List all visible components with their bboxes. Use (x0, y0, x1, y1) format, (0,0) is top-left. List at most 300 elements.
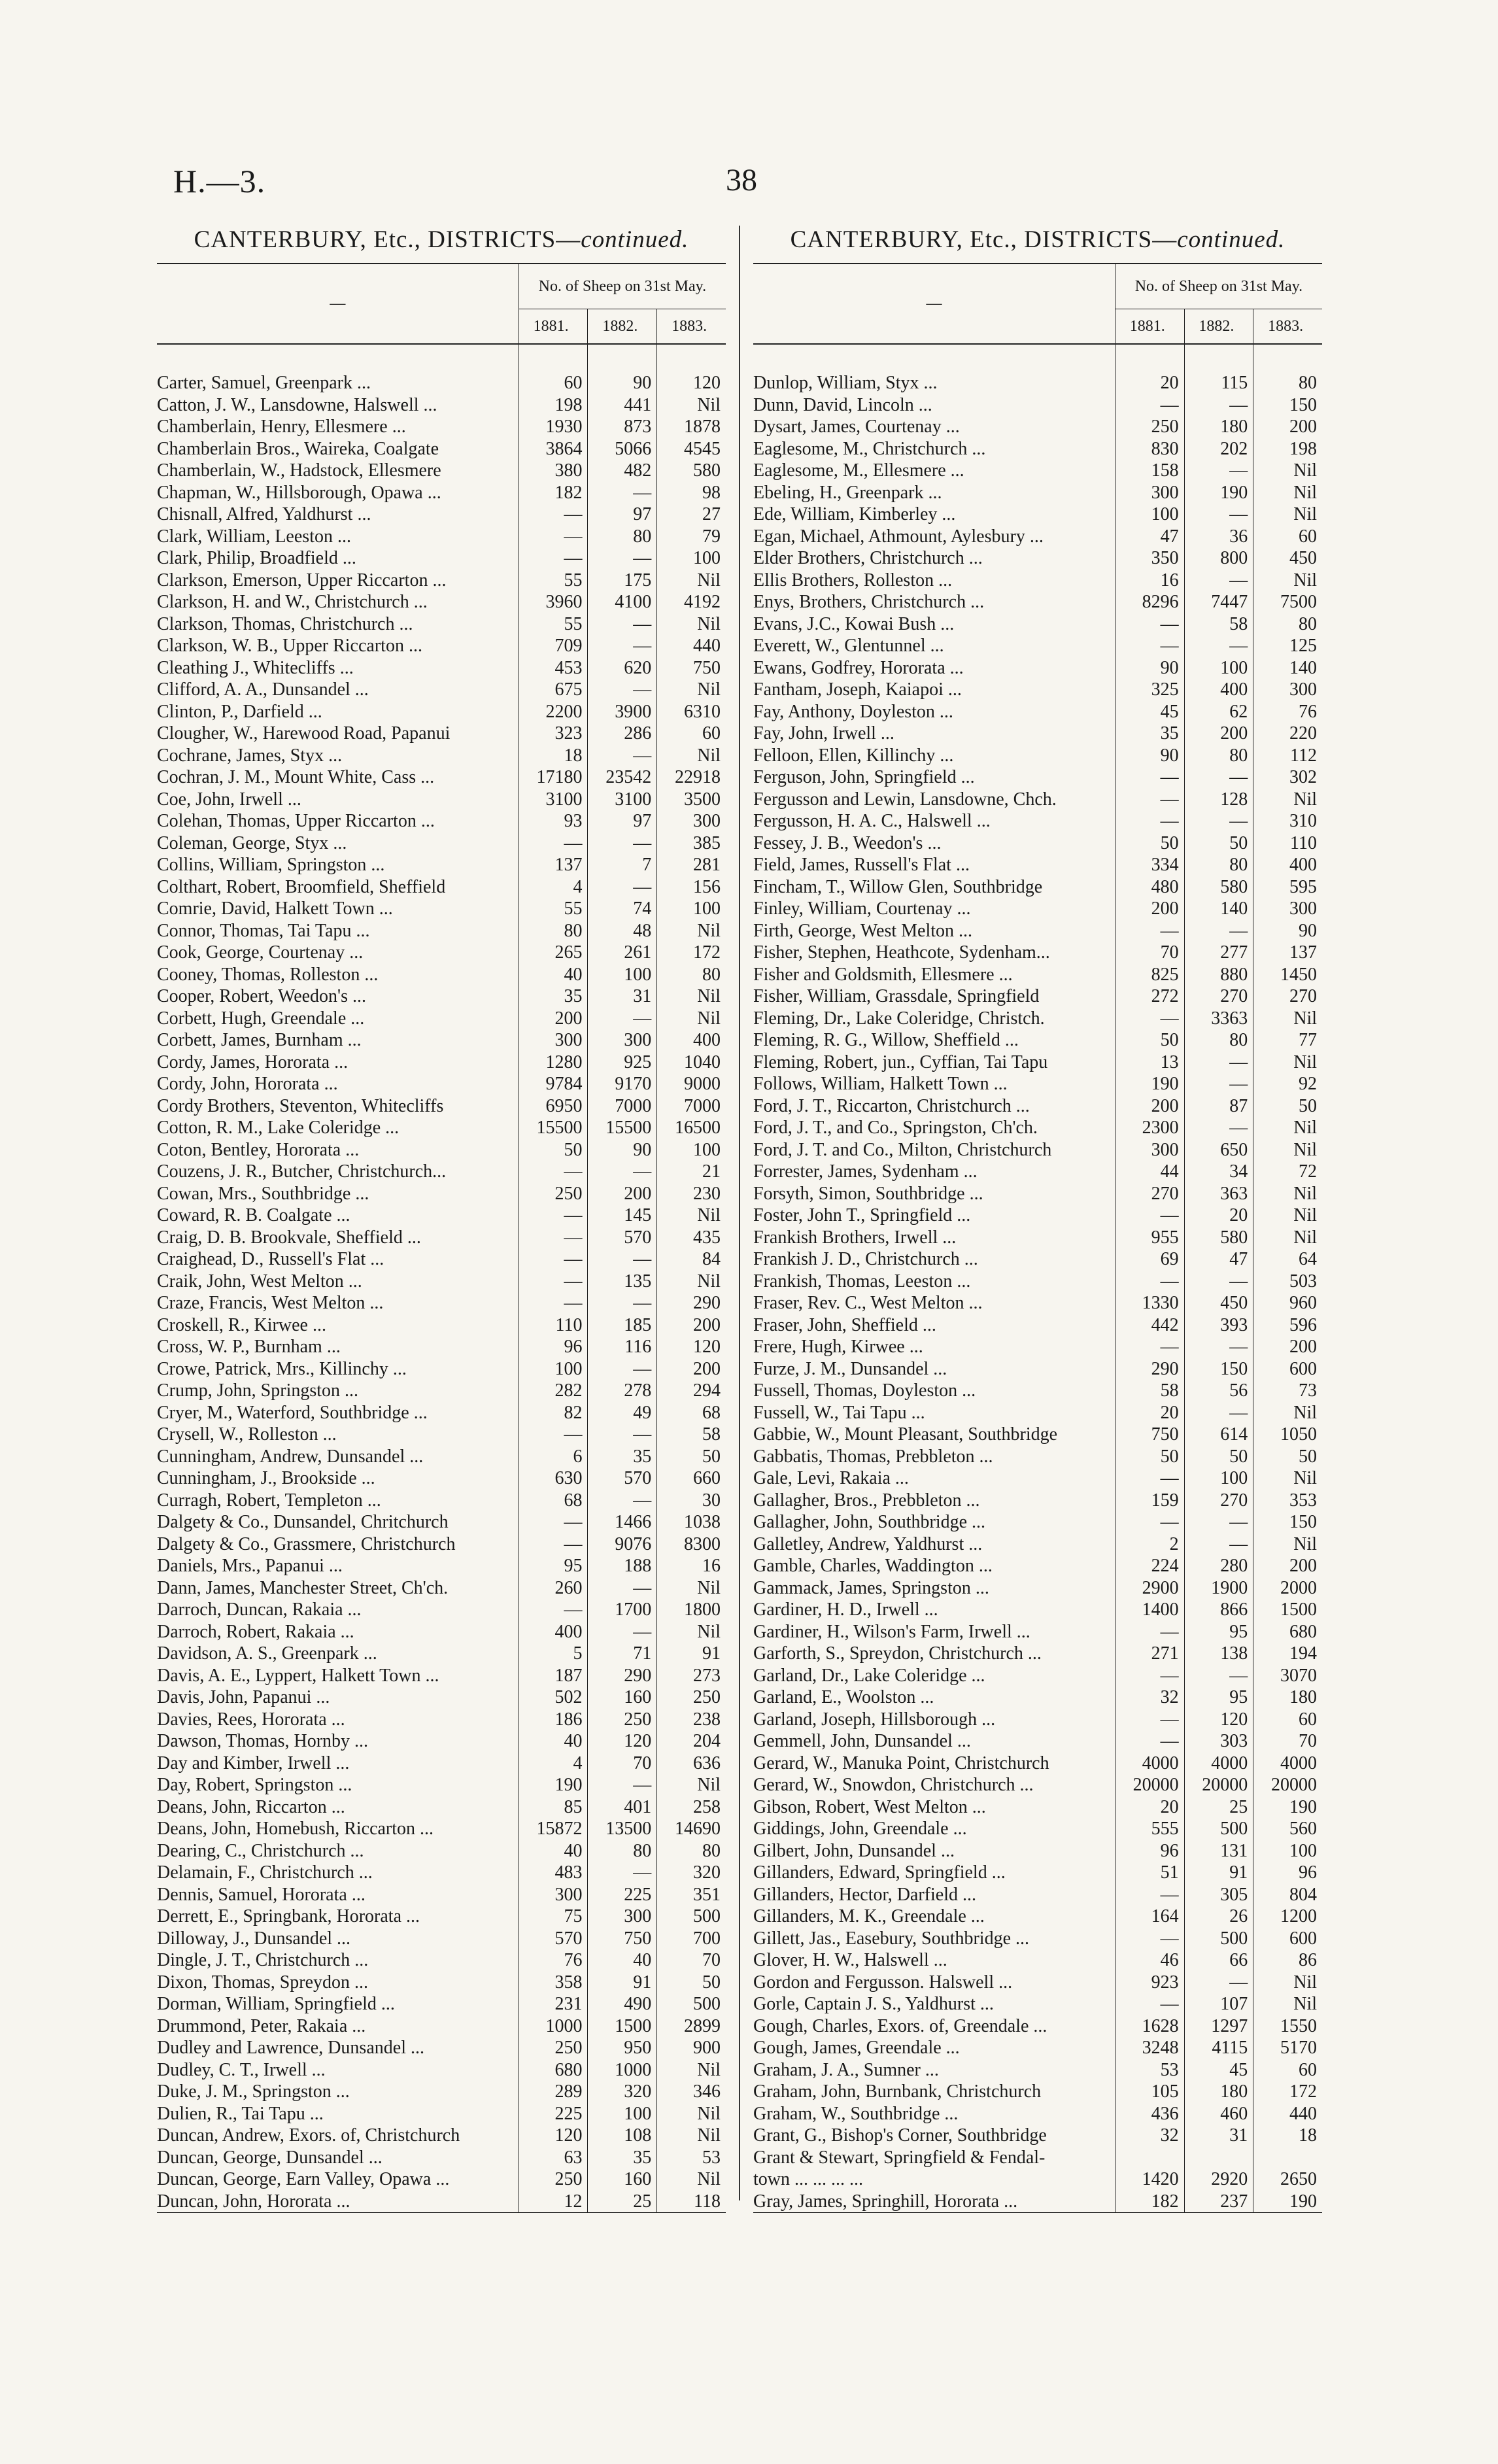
count-1881: 70 (1115, 942, 1184, 964)
count-1882: — (588, 679, 657, 701)
count-1882: 393 (1184, 1314, 1253, 1337)
count-1881: 3100 (519, 789, 588, 811)
count-1882: 9076 (588, 1533, 657, 1556)
count-1883: 27 (657, 504, 726, 526)
count-1882: — (1184, 1511, 1253, 1533)
owner-name: Duncan, George, Earn Valley, Opawa ... (157, 2169, 450, 2189)
count-1882: 1700 (588, 1599, 657, 1621)
count-1883: Nil (657, 1774, 726, 1796)
count-1883: 204 (657, 1730, 726, 1753)
count-1882: — (588, 635, 657, 657)
owner-name: Forsyth, Simon, Southbridge ... (753, 1183, 983, 1204)
count-1881: — (1115, 1928, 1184, 1950)
table-row (157, 1709, 726, 1731)
count-1881: — (1115, 920, 1184, 942)
count-1881: 1930 (519, 416, 588, 438)
table-row (753, 876, 1322, 898)
count-1883: 503 (1253, 1271, 1322, 1293)
table-row (157, 810, 726, 832)
table-row (157, 854, 726, 876)
owner-name: Dulien, R., Tai Tapu ... (157, 2103, 324, 2124)
owner-name: Dearing, C., Christchurch ... (157, 1840, 364, 1861)
count-1883: 198 (1253, 438, 1322, 460)
count-1881: 182 (1115, 2191, 1184, 2213)
owner-name: Dalgety & Co., Dunsandel, Chritchurch (157, 1512, 449, 1532)
owner-name: Dunn, David, Lincoln ... (753, 394, 932, 415)
count-1882: 5066 (588, 438, 657, 460)
table-row (157, 1884, 726, 1906)
owner-name: Duke, J. M., Springston ... (157, 2081, 350, 2102)
owner-name: Enys, Brothers, Christchurch ... (753, 592, 985, 612)
table-row (157, 2081, 726, 2103)
count-1882: 950 (588, 2037, 657, 2059)
table-row (753, 942, 1322, 964)
count-1881: 2900 (1115, 1577, 1184, 1600)
table-row (753, 1490, 1322, 1512)
count-1881: 50 (519, 1139, 588, 1161)
count-1882: 108 (588, 2125, 657, 2147)
table-row (157, 1993, 726, 2015)
table-row (157, 1906, 726, 1928)
table-row (157, 1753, 726, 1775)
count-1883: 50 (1253, 1095, 1322, 1118)
count-1882: 91 (588, 1972, 657, 1994)
owner-name: Coleman, George, Styx ... (157, 832, 347, 853)
count-1882: 31 (588, 985, 657, 1008)
owner-name: Gerard, W., Manuka Point, Christchurch (753, 1753, 1049, 1773)
count-1883: Nil (1253, 1533, 1322, 1556)
table-row (753, 1271, 1322, 1293)
table-row (157, 1292, 726, 1314)
owner-name: Cooney, Thomas, Rolleston ... (157, 964, 379, 985)
count-1882: — (1184, 1073, 1253, 1095)
table-row (753, 2015, 1322, 2038)
count-1883: 72 (1253, 1161, 1322, 1183)
count-1883: 900 (657, 2037, 726, 2059)
count-1881: — (519, 1271, 588, 1293)
table-row (157, 1928, 726, 1950)
count-1881: 224 (1115, 1555, 1184, 1577)
table-row (753, 657, 1322, 679)
count-1882: 400 (1184, 679, 1253, 701)
table-row (157, 482, 726, 504)
count-1881: — (1115, 1884, 1184, 1906)
count-1882: 320 (588, 2081, 657, 2103)
count-1883: 84 (657, 1248, 726, 1271)
owner-name: Cross, W. P., Burnham ... (157, 1337, 341, 1357)
count-1883: 91 (657, 1643, 726, 1665)
count-1882: 120 (1184, 1709, 1253, 1731)
count-1881: 2 (1115, 1533, 1184, 1556)
table-row (753, 2037, 1322, 2059)
count-1882: 71 (588, 1643, 657, 1665)
count-1882: 131 (1184, 1840, 1253, 1862)
count-1881: 44 (1115, 1161, 1184, 1183)
count-1881: — (1115, 1709, 1184, 1731)
count-1881: 300 (519, 1884, 588, 1906)
count-1883: 64 (1253, 1248, 1322, 1271)
owner-name: Giddings, John, Greendale ... (753, 1819, 967, 1839)
count-1882: 107 (1184, 1993, 1253, 2015)
count-1883: Nil (1253, 1972, 1322, 1994)
count-1882: 925 (588, 1052, 657, 1074)
owner-name: Fraser, Rev. C., West Melton ... (753, 1293, 983, 1313)
count-1883: 20000 (1253, 1774, 1322, 1796)
count-1883: 200 (657, 1358, 726, 1380)
owner-name: Ford, J. T. and Co., Milton, Christchurch (753, 1139, 1052, 1160)
owner-name: Graham, W., Southbridge ... (753, 2103, 959, 2124)
count-1882: 80 (588, 526, 657, 548)
count-1883: 100 (1253, 1840, 1322, 1862)
owner-name: Eaglesome, M., Christchurch ... (753, 438, 986, 459)
count-1882: 482 (588, 460, 657, 482)
count-1883: 440 (1253, 2103, 1322, 2125)
table-row (157, 1840, 726, 1862)
count-1883: 21 (657, 1161, 726, 1183)
owner-name: Ferguson, John, Springfield ... (753, 767, 975, 787)
count-1881: 53 (1115, 2059, 1184, 2081)
table-row (753, 1972, 1322, 1994)
count-1881: 12 (519, 2191, 588, 2213)
count-1881: 225 (519, 2103, 588, 2125)
table-row (753, 1862, 1322, 1884)
count-1881: 502 (519, 1686, 588, 1709)
count-1883: 150 (1253, 1511, 1322, 1533)
owner-name: Galletley, Andrew, Yaldhurst ... (753, 1533, 983, 1554)
table-row (753, 438, 1322, 460)
owner-name: Fisher, William, Grassdale, Springfield (753, 986, 1040, 1006)
count-1882: 40 (588, 1949, 657, 1972)
table-row (157, 1336, 726, 1358)
count-1883: Nil (1253, 789, 1322, 811)
table-row (753, 1753, 1322, 1775)
owner-name: Couzens, J. R., Butcher, Christchurch... (157, 1161, 447, 1182)
table-row (157, 701, 726, 723)
count-1883: 258 (657, 1796, 726, 1819)
count-1881: 47 (1115, 526, 1184, 548)
count-1882: 20 (1184, 1205, 1253, 1227)
table-row (753, 1884, 1322, 1906)
count-1881: 271 (1115, 1643, 1184, 1665)
owner-name: Gillanders, Edward, Springfield ... (753, 1862, 1006, 1883)
table-row (157, 1402, 726, 1424)
table-row (157, 920, 726, 942)
count-1882: 190 (1184, 482, 1253, 504)
owner-name: Clarkson, H. and W., Christchurch ... (157, 592, 428, 612)
count-1882: 25 (588, 2191, 657, 2213)
count-1882: — (588, 1862, 657, 1884)
count-1881: — (519, 504, 588, 526)
count-1882: 97 (588, 504, 657, 526)
count-1881: 100 (519, 1358, 588, 1380)
count-1883: 636 (657, 1753, 726, 1775)
count-1882: 1466 (588, 1511, 657, 1533)
table-row (157, 2191, 726, 2213)
count-1881: 1330 (1115, 1292, 1184, 1314)
count-1882: 90 (588, 1139, 657, 1161)
owner-name: Cowan, Mrs., Southbridge ... (157, 1183, 369, 1204)
count-1882: 116 (588, 1336, 657, 1358)
table-row (157, 679, 726, 701)
count-1882: 303 (1184, 1730, 1253, 1753)
count-1882: 225 (588, 1884, 657, 1906)
table-row (157, 657, 726, 679)
owner-name: Daniels, Mrs., Papanui ... (157, 1556, 343, 1576)
count-1881: 442 (1115, 1314, 1184, 1337)
table-row (753, 1818, 1322, 1840)
count-1882: — (588, 745, 657, 767)
count-1881: 15872 (519, 1818, 588, 1840)
count-1883: 7000 (657, 1095, 726, 1118)
table-row (157, 1029, 726, 1052)
count-1883: 96 (1253, 1862, 1322, 1884)
count-1881: 200 (1115, 898, 1184, 920)
count-1881: 1000 (519, 2015, 588, 2038)
owner-name: Gordon and Fergusson. Halswell ... (753, 1972, 1013, 1993)
count-1883: 2899 (657, 2015, 726, 2038)
count-1882: 570 (588, 1467, 657, 1490)
table-row (753, 920, 1322, 942)
count-1882: 74 (588, 898, 657, 920)
table-row (753, 547, 1322, 570)
owner-name: Gough, Charles, Exors. of, Greendale ... (753, 2015, 1047, 2036)
count-1883: 400 (657, 1029, 726, 1052)
count-1883: 960 (1253, 1292, 1322, 1314)
count-1882: 202 (1184, 438, 1253, 460)
count-1882: — (588, 613, 657, 636)
count-1882: 300 (588, 1906, 657, 1928)
table-row (753, 1533, 1322, 1556)
table-row (753, 526, 1322, 548)
table-row (753, 701, 1322, 723)
document-code: H.—3. (173, 163, 266, 199)
table-row (753, 1796, 1322, 1819)
owner-name: Day and Kimber, Irwell ... (157, 1753, 350, 1773)
owner-name: Dixon, Thomas, Spreydon ... (157, 1972, 369, 1993)
count-1882: 7 (588, 854, 657, 876)
count-1883: 60 (1253, 2059, 1322, 2081)
count-1883: 68 (657, 1402, 726, 1424)
count-1882: 31 (1184, 2125, 1253, 2147)
table-row (157, 2059, 726, 2081)
count-1883: Nil (657, 1008, 726, 1030)
count-1881: 105 (1115, 2081, 1184, 2103)
count-1882: — (1184, 635, 1253, 657)
count-1881: 50 (1115, 1029, 1184, 1052)
count-1883: 596 (1253, 1314, 1322, 1337)
count-1883: 500 (657, 1993, 726, 2015)
owner-name: Forrester, James, Sydenham ... (753, 1161, 978, 1182)
owner-name: Evans, J.C., Kowai Bush ... (753, 613, 955, 634)
table-row (157, 1139, 726, 1161)
count-1882: — (1184, 1665, 1253, 1687)
count-1882: 66 (1184, 1949, 1253, 1972)
count-1881: — (519, 1227, 588, 1249)
table-row (157, 1467, 726, 1490)
count-1881: 198 (519, 394, 588, 417)
count-1883: 220 (1253, 723, 1322, 745)
count-1883: Nil (1253, 460, 1322, 482)
count-1882: 270 (1184, 1490, 1253, 1512)
owner-name: Duncan, John, Hororata ... (157, 2191, 519, 2213)
count-1881: — (1115, 1665, 1184, 1687)
count-1883: 2650 (1253, 2168, 1322, 2191)
owner-name: Crump, John, Springston ... (157, 1380, 359, 1401)
count-1881: 40 (519, 1840, 588, 1862)
table-row (157, 985, 726, 1008)
table-row (753, 1621, 1322, 1643)
owner-name: Clifford, A. A., Dunsandel ... (157, 679, 369, 700)
count-1881: — (1115, 1621, 1184, 1643)
count-1883: 120 (657, 1336, 726, 1358)
count-1881: 270 (1115, 1183, 1184, 1205)
count-1883: 595 (1253, 876, 1322, 898)
count-1882: 9170 (588, 1073, 657, 1095)
owner-name: Fleming, Dr., Lake Coleridge, Christch. (753, 1008, 1045, 1029)
count-1882: 49 (588, 1402, 657, 1424)
table-row (157, 1073, 726, 1095)
count-1882: — (1184, 504, 1253, 526)
count-1882: 95 (1184, 1686, 1253, 1709)
owner-name: Eaglesome, M., Ellesmere ... (753, 460, 964, 481)
count-1883: 435 (657, 1227, 726, 1249)
count-1882: — (1184, 1271, 1253, 1293)
count-1882: — (588, 1008, 657, 1030)
count-1883: 53 (657, 2147, 726, 2169)
count-1882: — (1184, 766, 1253, 789)
count-1881: 32 (1115, 1686, 1184, 1709)
count-1883: 1050 (1253, 1424, 1322, 1446)
count-1883: 73 (1253, 1380, 1322, 1402)
count-1881: 190 (1115, 1073, 1184, 1095)
table-row (157, 832, 726, 855)
owner-name: Chamberlain, W., Hadstock, Ellesmere (157, 460, 441, 481)
count-1882: 4100 (588, 591, 657, 613)
count-1881: 250 (519, 2037, 588, 2059)
count-1881: — (519, 1511, 588, 1533)
owner-name: Dunlop, William, Styx ... (753, 373, 938, 393)
count-1882: 50 (1184, 832, 1253, 855)
owner-name: Gallagher, John, Southbridge ... (753, 1512, 986, 1532)
count-1881: 200 (1115, 1095, 1184, 1118)
count-1882: 873 (588, 416, 657, 438)
count-1882: — (1184, 1052, 1253, 1074)
owner-name: Cleathing J., Whitecliffs ... (157, 657, 354, 678)
table-row (753, 504, 1322, 526)
count-1882: 300 (588, 1029, 657, 1052)
count-1881: 46 (1115, 1949, 1184, 1972)
count-1883: 6310 (657, 701, 726, 723)
count-1882: 500 (1184, 1818, 1253, 1840)
table-row (753, 1183, 1322, 1205)
owner-name: Day, Robert, Springston ... (157, 1775, 352, 1795)
owner-name: Grant, G., Bishop's Corner, Southbridge (753, 2125, 1047, 2146)
owner-name: Dennis, Samuel, Hororata ... (157, 1884, 366, 1905)
table-row (753, 1205, 1322, 1227)
owner-name: Chamberlain, Henry, Ellesmere ... (157, 417, 406, 437)
table-row (753, 1358, 1322, 1380)
owner-name: Crowe, Patrick, Mrs., Killinchy ... (157, 1358, 407, 1379)
owner-name: Ewans, Godfrey, Hororata ... (753, 657, 964, 678)
count-1881: 63 (519, 2147, 588, 2169)
count-1883: Nil (657, 1621, 726, 1643)
year-1883: 1883. (1253, 309, 1322, 345)
page-number: 38 (726, 163, 757, 197)
count-1882: 70 (588, 1753, 657, 1775)
count-1882: 237 (1184, 2191, 1253, 2213)
table-row (157, 1205, 726, 1227)
owner-name: Darroch, Robert, Rakaia ... (157, 1621, 354, 1642)
count-1883: 180 (1253, 1686, 1322, 1709)
count-1881: 159 (1115, 1490, 1184, 1512)
count-1883: 250 (657, 1686, 726, 1709)
table-row (753, 985, 1322, 1008)
count-1881: 680 (519, 2059, 588, 2081)
count-1883: 273 (657, 1665, 726, 1687)
owner-name: Deans, John, Homebush, Riccarton ... (157, 1819, 434, 1839)
owner-name: Fincham, T., Willow Glen, Southbridge (753, 876, 1043, 897)
count-1881: 182 (519, 482, 588, 504)
count-1881: 20000 (1115, 1774, 1184, 1796)
table-row (753, 766, 1322, 789)
table-row (753, 1774, 1322, 1796)
table-row (157, 1774, 726, 1796)
count-1882: 1000 (588, 2059, 657, 2081)
table-row (157, 1227, 726, 1249)
group-header: No. of Sheep on 31st May. (1115, 264, 1322, 309)
owner-name: Dalgety & Co., Grassmere, Christchurch (157, 1533, 456, 1554)
table-row (753, 1928, 1322, 1950)
count-1883: 302 (1253, 766, 1322, 789)
count-1882: 1297 (1184, 2015, 1253, 2038)
count-1883: 500 (657, 1906, 726, 1928)
count-1881: 137 (519, 854, 588, 876)
count-1881: 20 (1115, 372, 1184, 394)
table-row (157, 1686, 726, 1709)
table-row (753, 1643, 1322, 1665)
count-1883: 320 (657, 1862, 726, 1884)
table-row (157, 2147, 726, 2169)
count-1881: — (519, 1248, 588, 1271)
owner-name: Fussell, W., Tai Tapu ... (753, 1402, 925, 1423)
count-1883: 270 (1253, 985, 1322, 1008)
count-1881: 825 (1115, 964, 1184, 986)
count-1881: 95 (519, 1555, 588, 1577)
table-row (157, 1621, 726, 1643)
owner-name: Coe, John, Irwell ... (157, 789, 301, 810)
count-1881: — (1115, 1730, 1184, 1753)
count-1881: 51 (1115, 1862, 1184, 1884)
owner-name: Frankish, Thomas, Leeston ... (753, 1271, 971, 1292)
owner-name: Clougher, W., Harewood Road, Papanui (157, 723, 451, 744)
owner-name: Comrie, David, Halkett Town ... (157, 898, 393, 919)
owner-name: Gabbie, W., Mount Pleasant, Southbridge (753, 1424, 1058, 1445)
count-1882: 80 (1184, 745, 1253, 767)
owner-name: Fantham, Joseph, Kaiapoi ... (753, 679, 962, 700)
owner-name: Corbett, James, Burnham ... (157, 1030, 362, 1050)
table-row (753, 1665, 1322, 1687)
year-1881: 1881. (1115, 309, 1184, 345)
count-1882: 23542 (588, 766, 657, 789)
count-1881: 190 (519, 1774, 588, 1796)
table-row (157, 1972, 726, 1994)
count-1882: 135 (588, 1271, 657, 1293)
count-1881: — (1115, 1993, 1184, 2015)
count-1883: 120 (657, 372, 726, 394)
count-1881: 76 (519, 1949, 588, 1972)
count-1883: 16 (657, 1555, 726, 1577)
count-1883: 60 (1253, 526, 1322, 548)
